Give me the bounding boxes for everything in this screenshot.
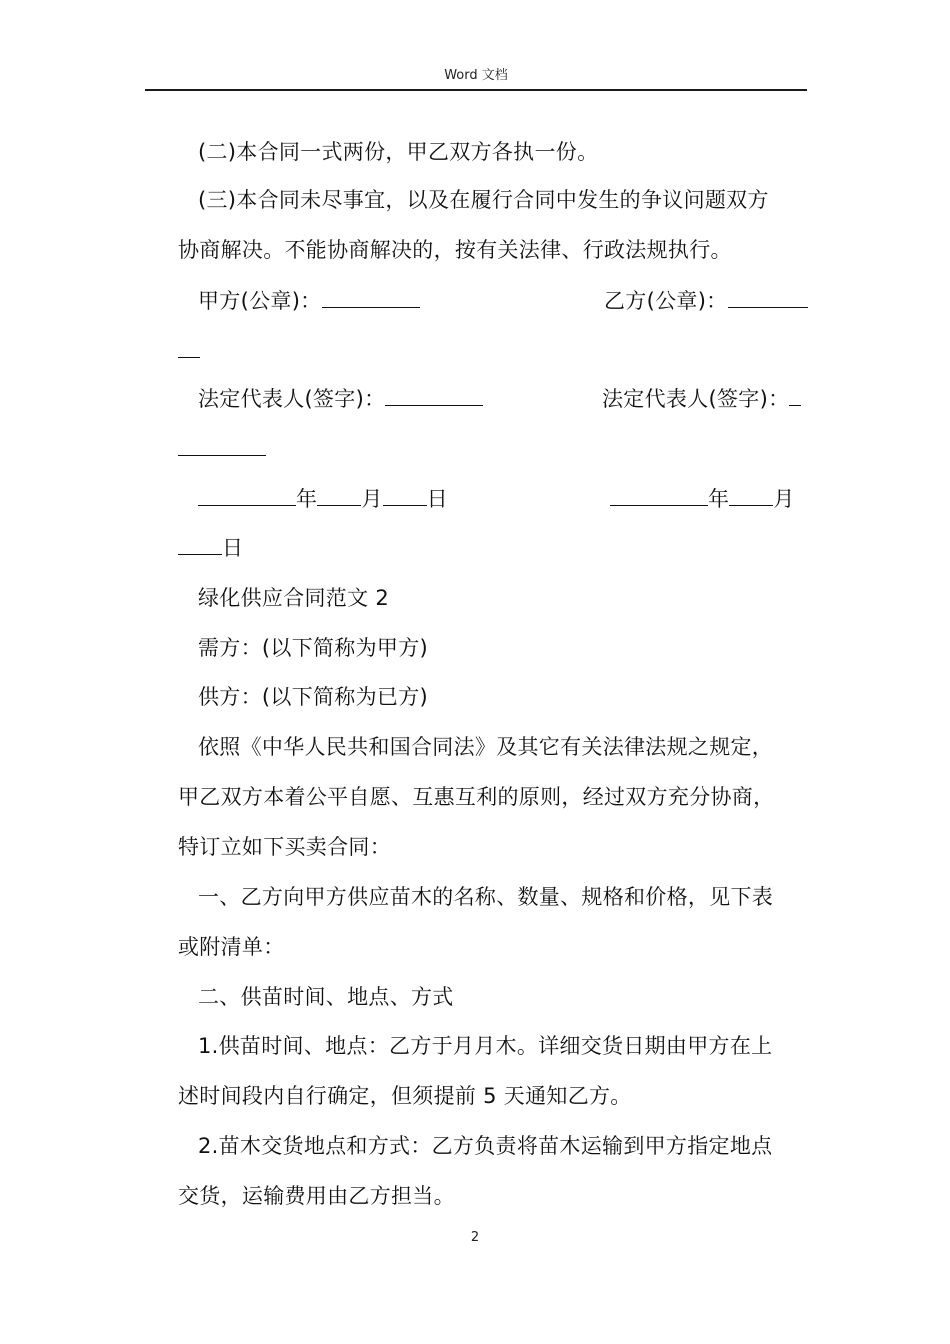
header-title: Word 文档 xyxy=(444,68,508,83)
page-number: 2 xyxy=(470,1230,480,1245)
date-b xyxy=(610,484,795,514)
contract2-buyer: 需方：(以下简称为甲方) xyxy=(198,636,428,660)
date-b-day-blank[interactable] xyxy=(178,534,222,555)
date-a-year: 年 xyxy=(296,487,318,511)
legal-rep-a-blank[interactable] xyxy=(385,385,483,406)
contract2-sub1-line2: 述时间段内自行确定，但须提前 5 天通知乙方。 xyxy=(178,1084,632,1108)
contract2-sub1-line1: 1.供苗时间、地点：乙方于月月木。详细交货日期由甲方在上 xyxy=(198,1034,773,1058)
date-b-year-blank[interactable] xyxy=(610,485,708,506)
party-b-seal-label: 乙方(公章)： xyxy=(604,289,728,313)
date-a-year-blank[interactable] xyxy=(198,485,296,506)
legal-rep-a-label: 法定代表人(签字)： xyxy=(198,387,386,411)
date-b-day: 日 xyxy=(222,536,244,560)
contract2-para1-line2: 甲乙双方本着公平自愿、互惠互利的原则，经过双方充分协商， xyxy=(178,785,775,809)
party-a-seal-blank[interactable] xyxy=(322,287,420,308)
date-a xyxy=(198,484,448,514)
legal-rep-a xyxy=(198,384,483,414)
legal-rep-b-blank-cont[interactable] xyxy=(178,435,266,456)
party-b-seal-blank-cont[interactable] xyxy=(178,337,200,358)
contract2-para1-line1: 依照《中华人民共和国合同法》及其它有关法律法规之规定， xyxy=(198,735,774,759)
date-a-day: 日 xyxy=(426,487,448,511)
legal-rep-b-label: 法定代表人(签字)： xyxy=(602,387,790,411)
contract2-title: 绿化供应合同范文 2 xyxy=(198,586,390,610)
date-b-year: 年 xyxy=(708,487,730,511)
date-b-month: 月 xyxy=(773,487,795,511)
contract2-item2: 二、供苗时间、地点、方式 xyxy=(198,985,454,1009)
date-b-month-blank[interactable] xyxy=(729,485,773,506)
party-a-seal-label: 甲方(公章)： xyxy=(198,289,322,313)
clause-three-line2: 协商解决。不能协商解决的，按有关法律、行政法规执行。 xyxy=(178,238,732,262)
clause-three-line1: (三)本合同未尽事宜，以及在履行合同中发生的争议问题双方 xyxy=(198,188,769,212)
contract2-para1-line3: 特订立如下买卖合同： xyxy=(178,835,391,859)
date-a-month: 月 xyxy=(361,487,383,511)
party-b-seal xyxy=(604,286,808,316)
date-a-day-blank[interactable] xyxy=(383,485,427,506)
legal-rep-b-continuation xyxy=(178,434,266,464)
contract2-sub2-line2: 交货，运输费用由乙方担当。 xyxy=(178,1184,455,1208)
party-b-seal-continuation xyxy=(178,336,200,366)
contract2-sub2-line1: 2.苗木交货地点和方式：乙方负责将苗木运输到甲方指定地点 xyxy=(198,1134,773,1158)
date-b-continuation xyxy=(178,533,243,563)
party-b-seal-blank[interactable] xyxy=(728,287,808,308)
contract2-item1-line2: 或附清单： xyxy=(178,935,285,959)
contract2-supplier: 供方：(以下简称为已方) xyxy=(198,685,428,709)
date-a-month-blank[interactable] xyxy=(317,485,361,506)
legal-rep-b-blank[interactable] xyxy=(789,385,801,406)
party-a-seal xyxy=(198,286,420,316)
page-header xyxy=(145,66,807,91)
clause-two: (二)本合同一式两份，甲乙双方各执一份。 xyxy=(198,140,599,164)
contract2-item1-line1: 一、乙方向甲方供应苗木的名称、数量、规格和价格，见下表 xyxy=(198,885,774,909)
legal-rep-b xyxy=(602,384,801,414)
